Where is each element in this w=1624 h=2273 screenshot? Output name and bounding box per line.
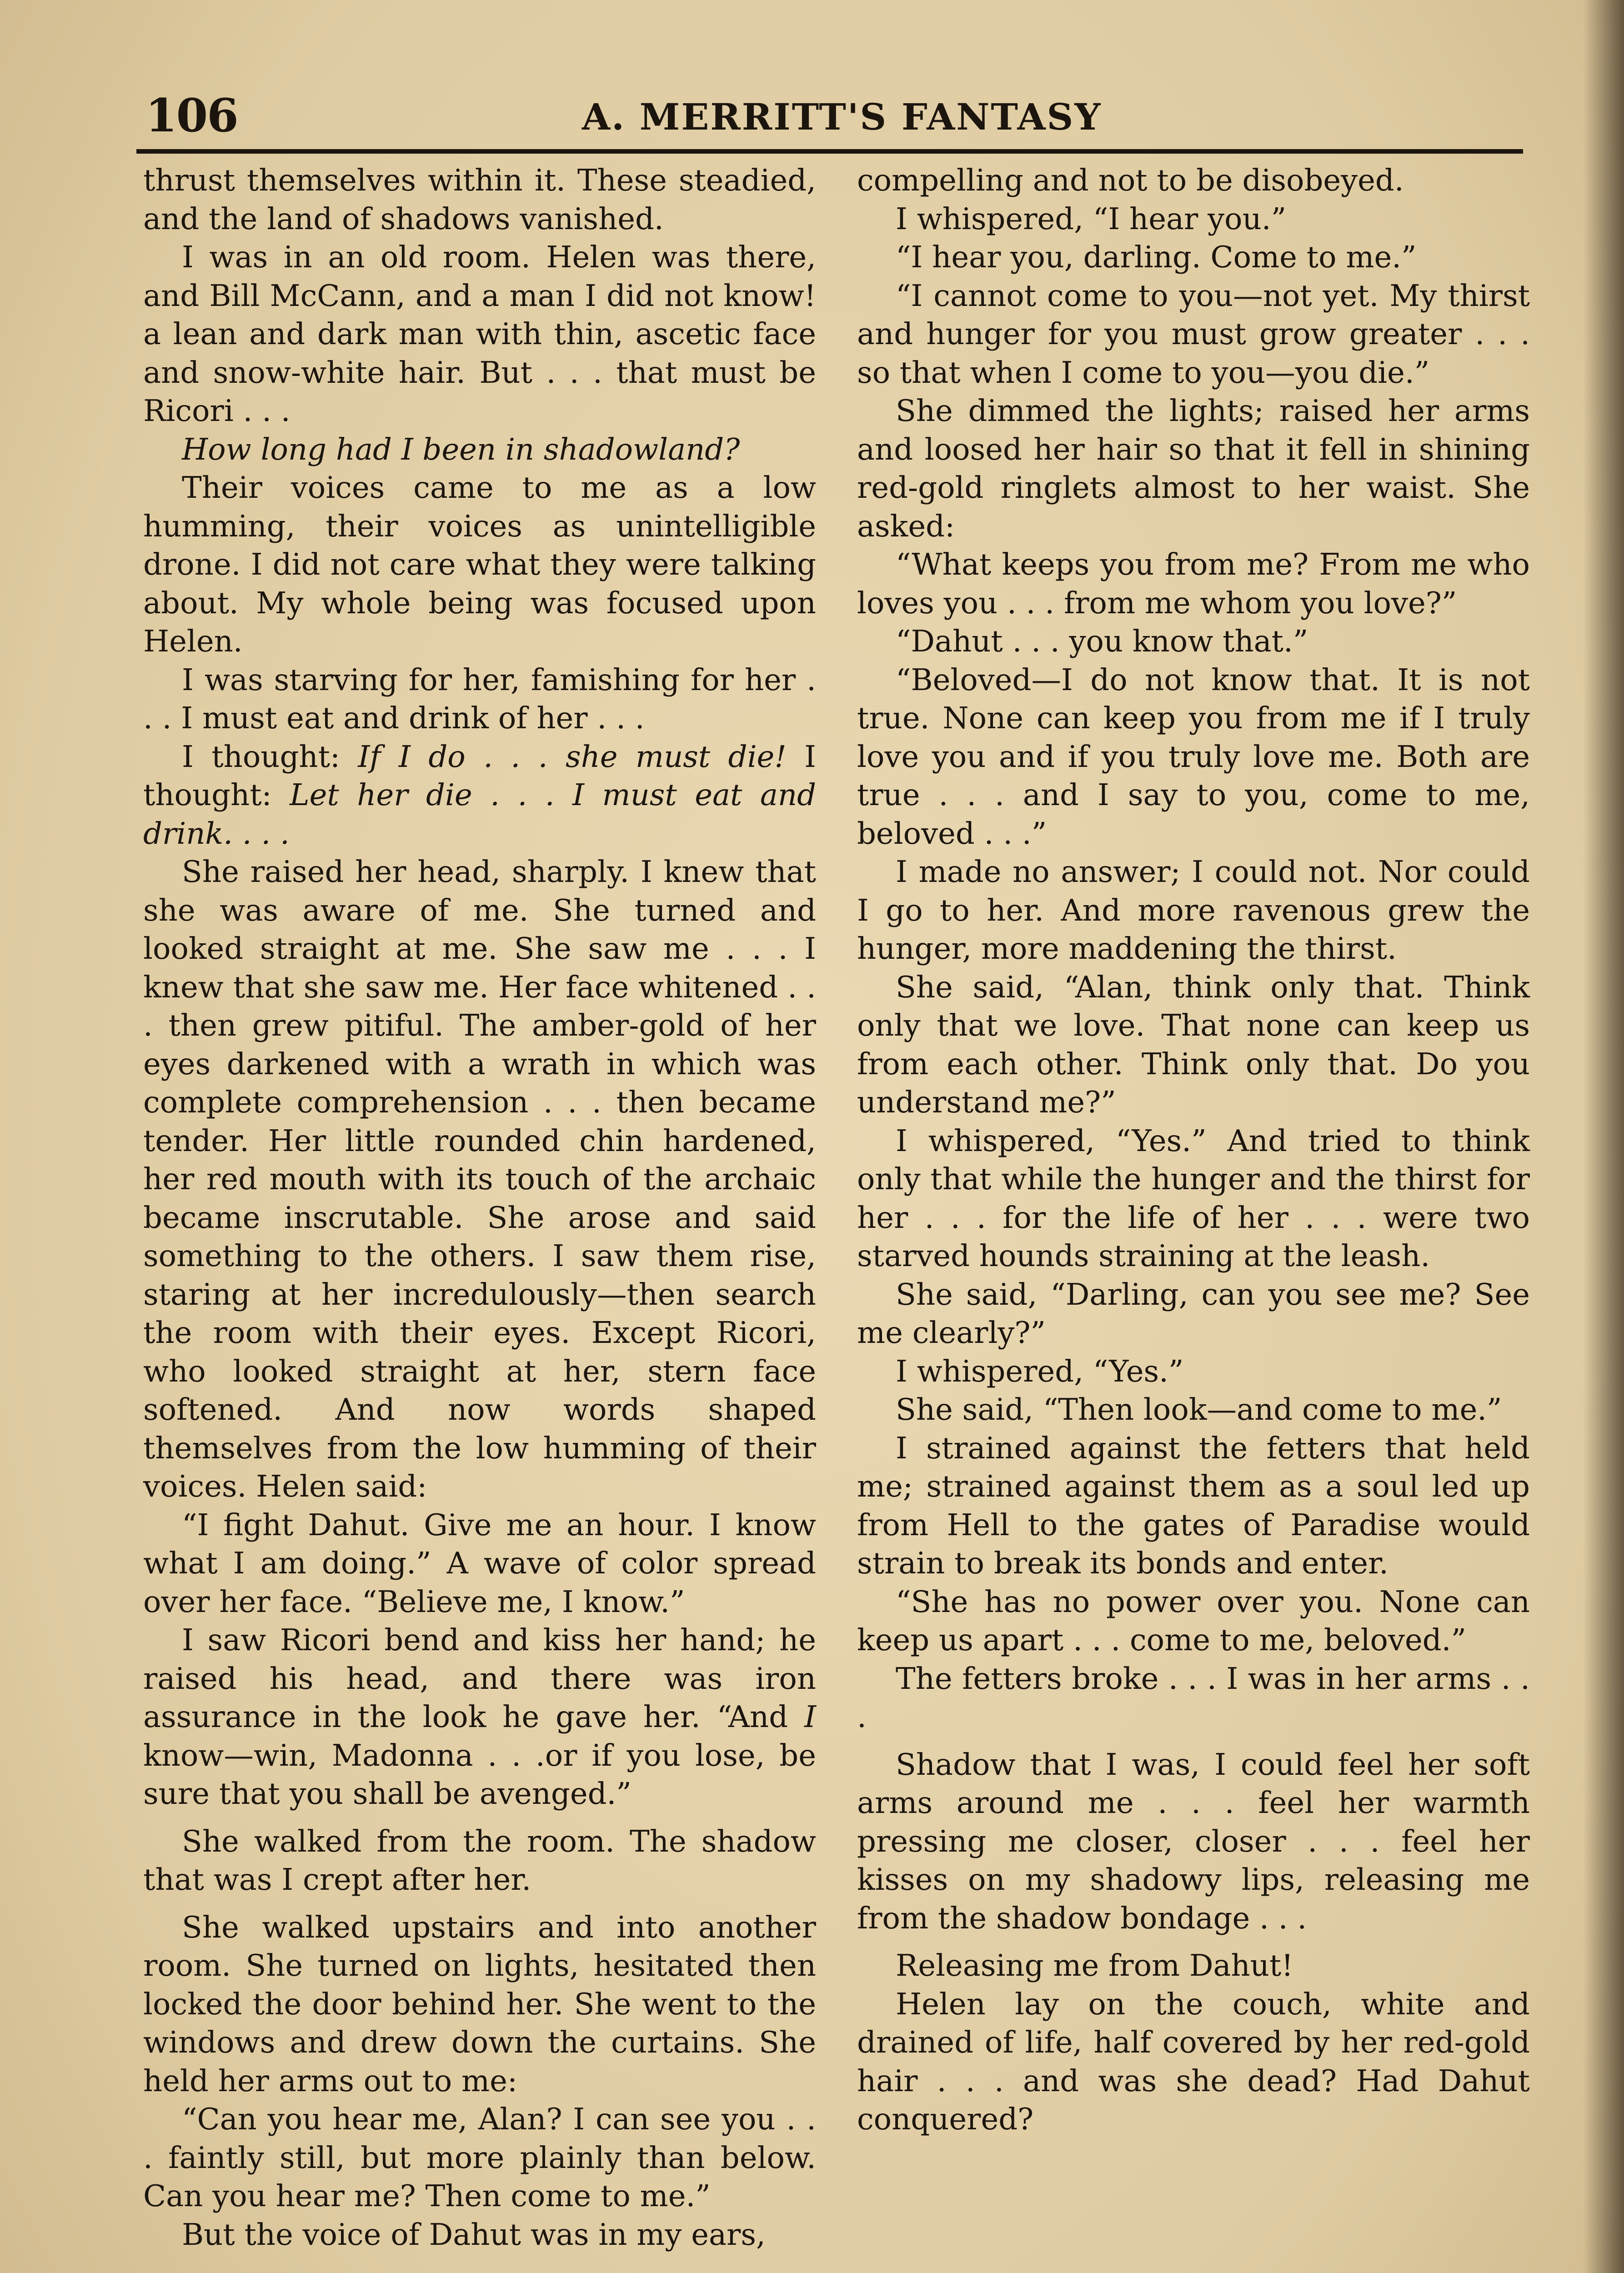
paragraph: I whispered, “Yes.”	[896, 1354, 1184, 1389]
paragraph: “What keeps you from me? From me who loves you . . . from me whom you love?”	[857, 547, 1530, 621]
paragraph: Shadow that I was, I could feel her soft arms around me . . . feel her warmth pressing me closer, closer . . . feel her kisses on my shadowy lips, releasing me from the shadow bondage . . .	[857, 1747, 1530, 1936]
paragraph: The fetters broke . . . I was in her arms . . .	[857, 1661, 1530, 1734]
paragraph: She walked upstairs and into another room. She turned on lights, hesitated then locked the door behind her. She went to the windows and drew down the curtains. She held her arms out to me:	[143, 1910, 816, 2098]
paragraph: I was starving for her, famishing for her . . . I must eat and drink of her . . .	[143, 662, 816, 736]
page-header	[136, 86, 1523, 155]
header-rule	[136, 149, 1523, 154]
paragraph: “I hear you, darling. Come to me.”	[896, 240, 1417, 275]
paragraph: “Dahut . . . you know that.”	[896, 624, 1308, 659]
paragraph: I was in an old room. Helen was there, and Bill McCann, and a man I did not know! a lean and dark man with thin, ascetic face and snow-white hair. But . . . that must be Ricori . . .	[143, 240, 816, 428]
paragraph: She walked from the room. The shadow that was I crept after her.	[143, 1824, 816, 1897]
paragraph	[143, 431, 816, 469]
paragraph: thrust themselves within it. These steadied, and the land of shadows vanished.	[143, 163, 816, 236]
left-column	[143, 161, 816, 2254]
italic-text: I	[804, 1700, 816, 1734]
paragraph: “She has no power over you. None can keep us apart . . . come to me, beloved.”	[857, 1584, 1530, 1657]
paragraph: compelling and not to be disobeyed.	[857, 163, 1404, 198]
paragraph: But the voice of Dahut was in my ears,	[182, 2217, 766, 2252]
page-number: 106	[145, 89, 238, 142]
paragraph: She dimmed the lights; raised her arms and loosed her hair so that it fell in shining red-gold ringlets almost to her waist. She asked:	[857, 394, 1530, 544]
paragraph: She said, “Then look—and come to me.”	[896, 1392, 1502, 1427]
right-column	[857, 161, 1530, 2139]
paragraph: “Beloved—I do not know that. It is not true. None can keep you from me if I truly love you and if you truly love me. Both are true . . . and I say to you, come to me, beloved . . .”	[857, 662, 1530, 851]
running-title: A. MERRITT'S FANTASY	[582, 95, 1102, 138]
paragraph: “Can you hear me, Alan? I can see you . . . faintly still, but more plainly than below. Can you hear me? Then come to me.”	[143, 2102, 816, 2213]
paragraph	[143, 1621, 816, 1813]
paragraph: Helen lay on the couch, white and drained of life, half covered by her red-gold hair . . . and was she dead? Had Dahut conquered?	[857, 1987, 1530, 2137]
italic-text: Let her die . . . I must eat and drink. . . .	[143, 778, 816, 851]
paragraph: Releasing me from Dahut!	[896, 1948, 1293, 1983]
paragraph: I made no answer; I could not. Nor could I go to her. And more ravenous grew the hunger, more maddening the thirst.	[857, 855, 1530, 966]
paragraph: Their voices came to me as a low humming, their voices as unintelligible drone. I did not care what they were talking about. My whole being was focused upon Helen.	[143, 471, 816, 659]
page-edge-shadow	[1583, 0, 1624, 2273]
paragraph: I whispered, “Yes.” And tried to think only that while the hunger and the thirst for her . . . for the life of her . . . were two starved hounds straining at the leash.	[857, 1123, 1530, 1273]
text-run: I thought:	[143, 739, 816, 812]
text-run: I thought:	[182, 739, 358, 774]
paragraph: I whispered, “I hear you.”	[896, 201, 1287, 236]
paragraph: She raised her head, sharply. I knew that she was aware of me. She turned and looked straight at me. She saw me . . . I knew that she saw me. Her face whitened . . . then grew pitiful. The amber-gold of her eyes darkened with a wrath in which was complete comprehension . . . then became tender. Her little rounded chin hardened, her red mouth with its touch of the archaic became inscrutable. She arose and said something to the others. I saw them rise, staring at her incredulously—then search the room with their eyes. Except Ricori, who looked straight at her, stern face softened. And now words shaped themselves from the low humming of their voices. Helen said:	[143, 855, 816, 1504]
italic-text: How long had I been in shadowland?	[182, 432, 740, 467]
paragraph: She said, “Darling, can you see me? See me clearly?”	[857, 1277, 1530, 1350]
italic-text: If I do . . . she must die!	[358, 739, 787, 774]
text-run: I saw Ricori bend and kiss her hand; he raised his head, and there was iron assurance in the look he gave her. “And	[143, 1623, 816, 1734]
text-run: know—win, Madonna . . .or if you lose, be sure that you shall be avenged.”	[143, 1738, 816, 1811]
paragraph: I strained against the fetters that held me; strained against them as a soul led up from Hell to the gates of Paradise would strain to break its bonds and enter.	[857, 1431, 1530, 1581]
paragraph: “I fight Dahut. Give me an hour. I know what I am doing.” A wave of color spread over her face. “Believe me, I know.”	[143, 1507, 816, 1619]
paragraph: “I cannot come to you—not yet. My thirst and hunger for you must grow greater . . . so that when I come to you—you die.”	[857, 278, 1530, 390]
paragraph: She said, “Alan, think only that. Think only that we love. That none can keep us from each other. Think only that. Do you understand me?”	[857, 970, 1530, 1120]
paragraph	[143, 738, 816, 853]
